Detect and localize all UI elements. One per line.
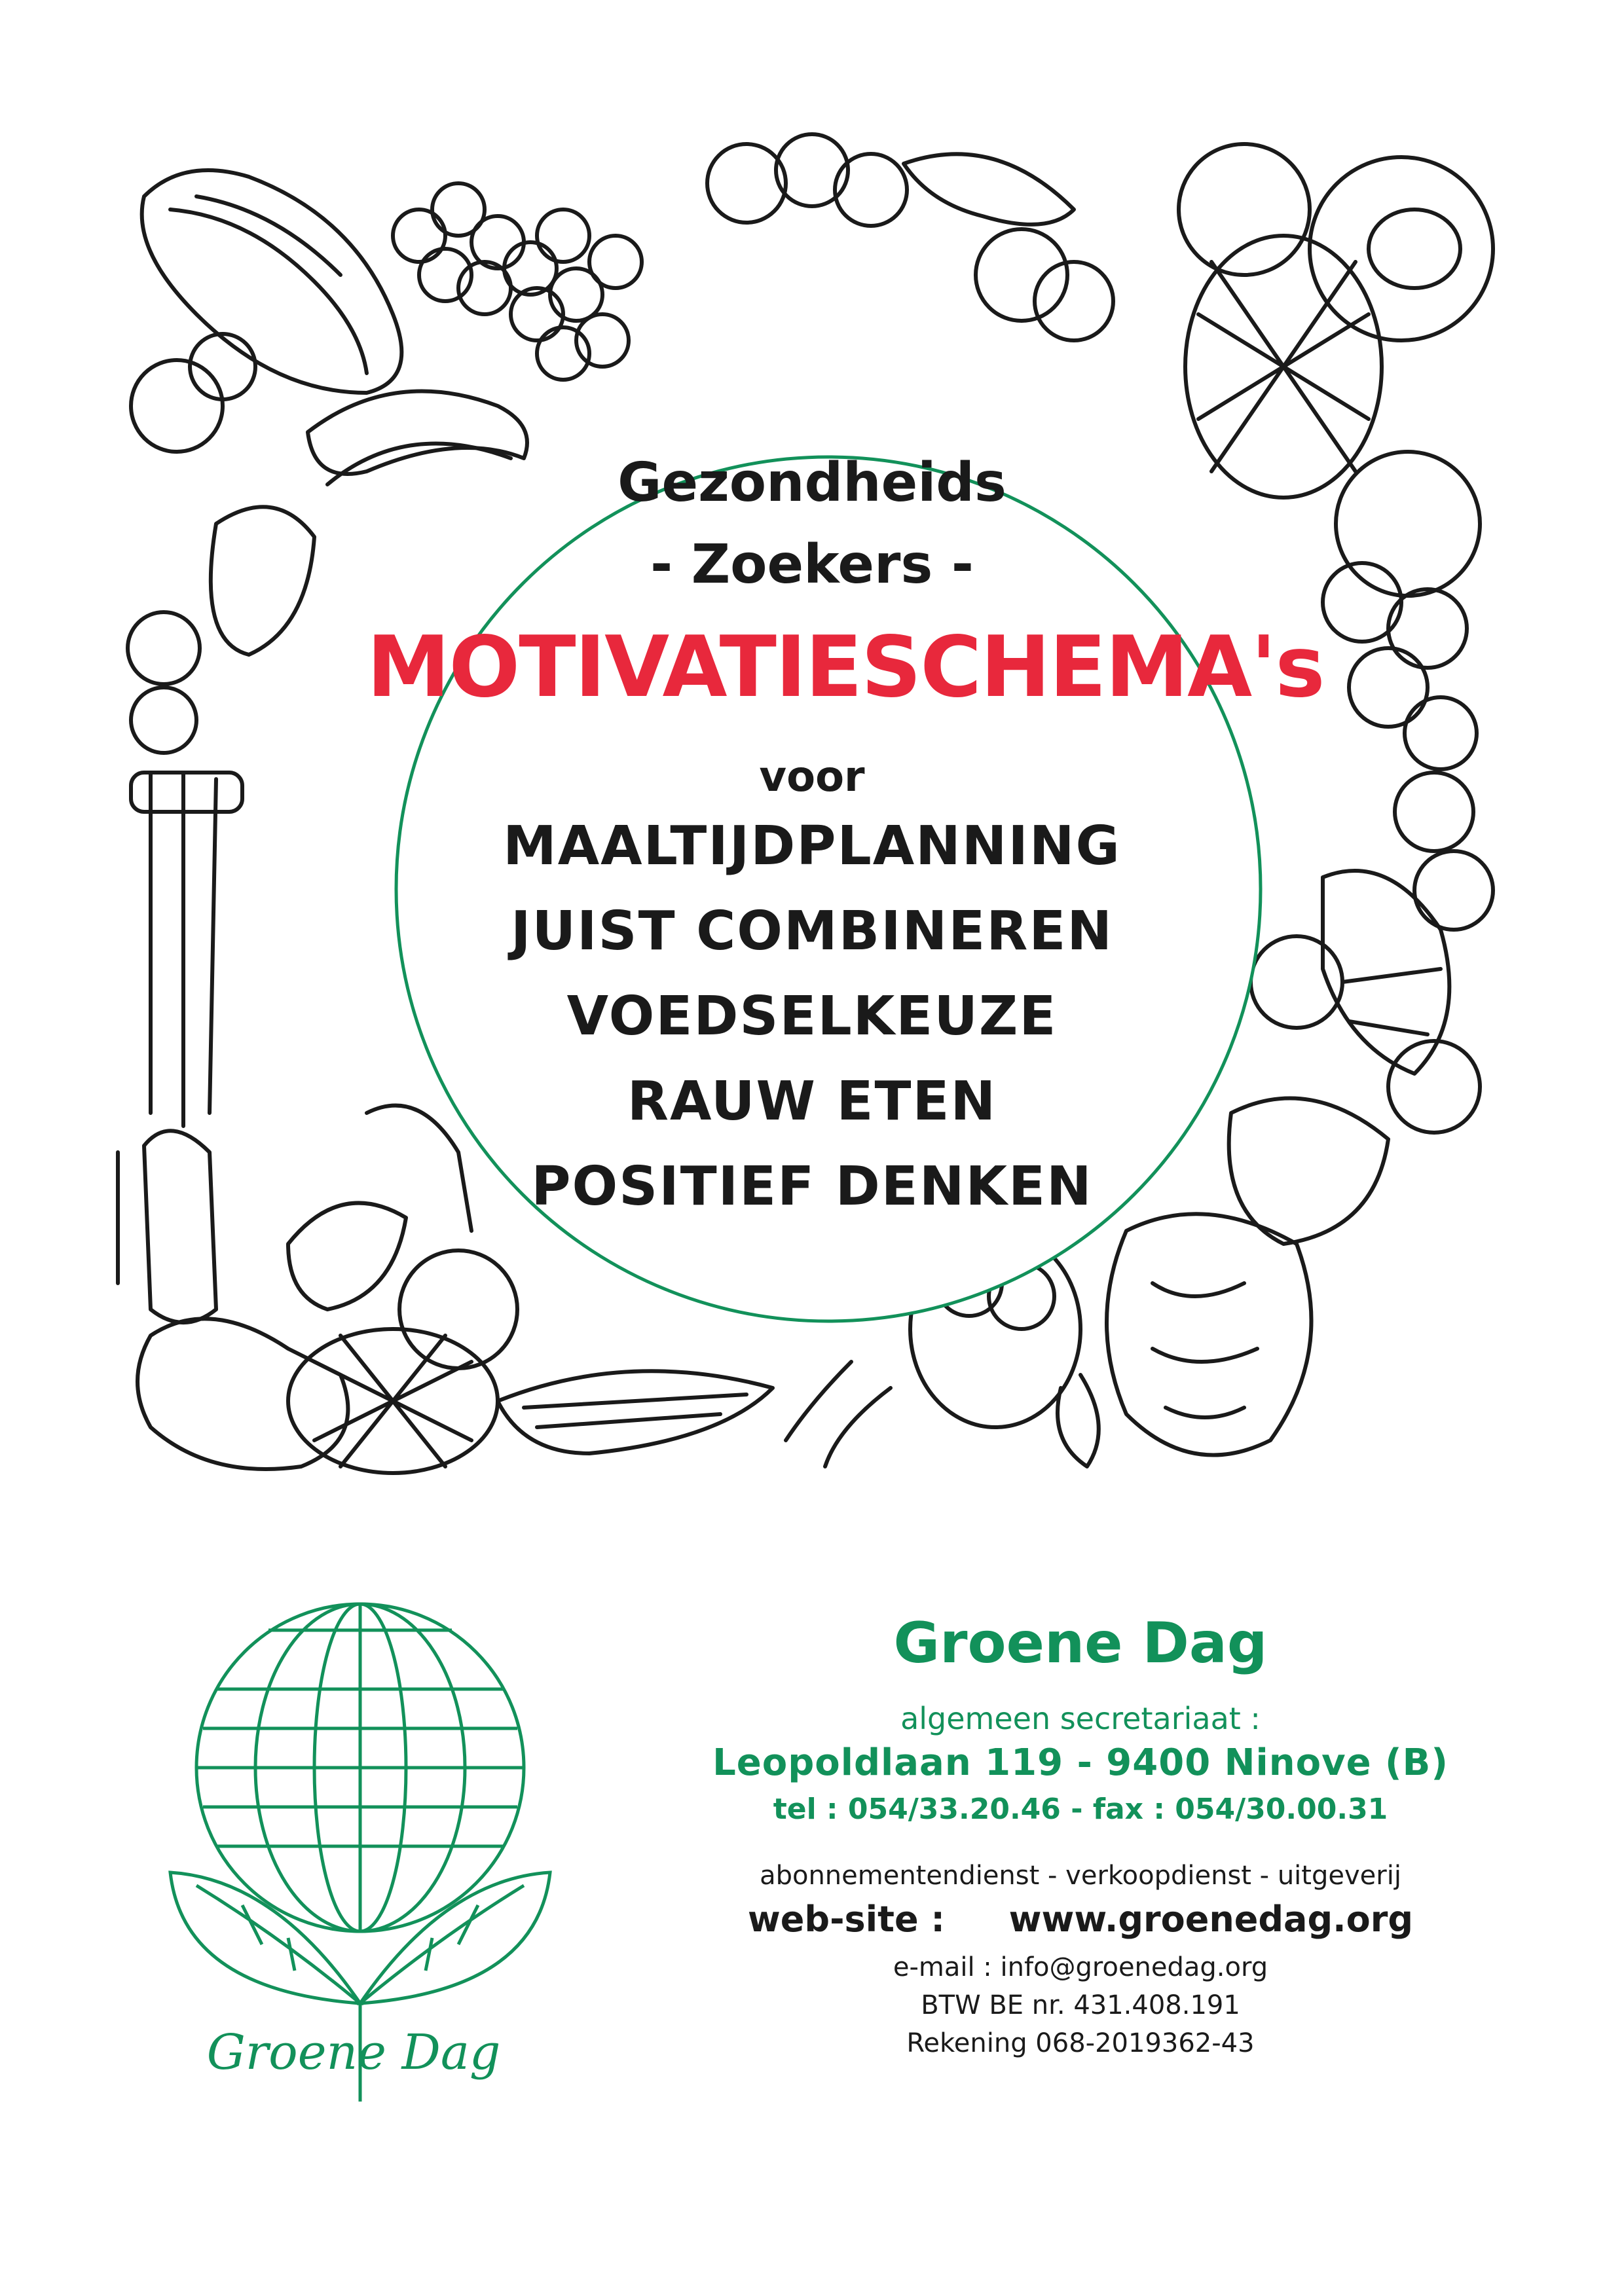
right-column-produce [1229,452,1493,1244]
publisher-name: Groene Dag [893,1611,1268,1676]
address: Leopoldlaan 119 - 9400 Ninove (B) [712,1741,1449,1784]
logo-script-text: Groene Dag [206,2024,501,2081]
services: abonnementendienst - verkoopdienst - uitgeverij [760,1861,1401,1891]
website-link[interactable]: www.groenedag.org [1008,1899,1414,1940]
topic-juist-combineren: JUIST COMBINEREN [510,900,1114,962]
website-label: web-site : [747,1899,945,1940]
topic-maaltijdplanning: MAALTIJDPLANNING [503,815,1121,877]
left-column-produce [118,334,314,1322]
topic-voedselkeuze: VOEDSELKEUZE [566,985,1058,1048]
main-title: MOTIVATIESCHEMA's [367,619,1324,716]
vat-number: BTW BE nr. 431.408.191 [921,1990,1240,2020]
phone-fax: tel : 054/33.20.46 - fax : 054/30.00.31 [773,1793,1388,1826]
header-line-1: Gezondheids [618,452,1006,514]
header-line-2: - Zoekers - [650,534,974,596]
email[interactable]: e-mail : info@groenedag.org [893,1952,1268,1982]
topic-rauw-eten: RAUW ETEN [627,1070,997,1133]
bank-account: Rekening 068-2019362-43 [906,2028,1255,2058]
globe-icon [196,1604,524,1931]
website-row [707,1899,1454,1940]
melon-half-illustration [1310,157,1493,340]
secretariat-label: algemeen secretariaat : [900,1701,1261,1736]
groene-dag-logo [157,1597,563,2108]
topic-positief-denken: POSITIEF DENKEN [531,1156,1093,1218]
voor-label: voor [759,753,865,801]
